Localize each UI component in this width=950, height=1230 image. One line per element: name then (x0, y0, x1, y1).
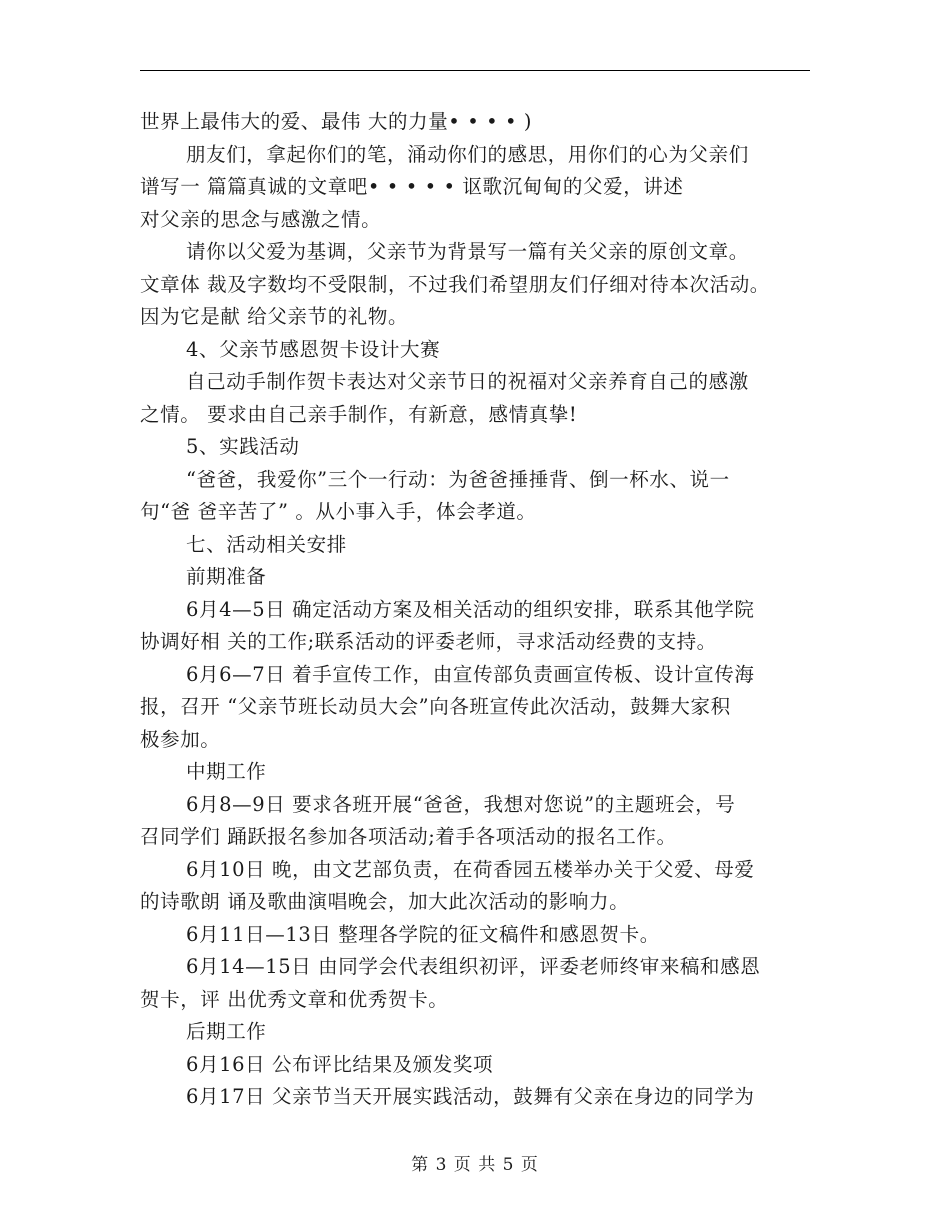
paragraph-line: 朋友们，拿起你们的笔，涌动你们的感思，用你们的心为父亲们 (186, 142, 749, 166)
schedule-item: 6月14—15日 由同学会代表组织初评，评委老师终审来稿和感恩 (186, 955, 761, 978)
header-rule (140, 70, 810, 71)
paragraph-line: 句“爸 爸辛苦了” 。从小事入手，体会孝道。 (140, 500, 537, 523)
subsection-heading: 中期工作 (186, 760, 267, 783)
paragraph-line: 极参加。 (140, 727, 221, 751)
paragraph-line: 世界上最伟大的爱、最伟 大的力量• • • • ) (140, 110, 533, 133)
subsection-heading: 前期准备 (186, 565, 267, 588)
paragraph-line: “爸爸，我爱你”三个一行动：为爸爸捶捶背、倒一杯水、说一 (186, 467, 730, 491)
section-heading: 七、活动相关安排 (186, 532, 347, 556)
document-body (140, 106, 820, 1114)
paragraph-line: 协调好相 关的工作;联系活动的评委老师，寻求活动经费的支持。 (140, 630, 717, 653)
paragraph-line: 谱写一 篇篇真诚的文章吧• • • • • 讴歌沉甸甸的父爱，讲述 (140, 175, 684, 198)
section-heading: 4、父亲节感恩贺卡设计大赛 (186, 337, 441, 361)
paragraph-line: 文章体 裁及字数均不受限制，不过我们希望朋友们仔细对待本次活动。 (140, 272, 770, 296)
paragraph-line: 自己动手制作贺卡表达对父亲节日的祝福对父亲养育自己的感激 (186, 370, 749, 393)
section-heading: 5、实践活动 (186, 435, 300, 458)
paragraph-line: 请你以父爱为基调，父亲节为背景写一篇有关父亲的原创文章。 (186, 240, 749, 263)
paragraph-line: 之情。 要求由自己亲手制作，有新意，感情真挚! (140, 402, 578, 426)
schedule-item: 6月6—7日 着手宣传工作，由宣传部负责画宣传板、设计宣传海 (186, 662, 755, 686)
page-number: 第 3 页 共 5 页 (411, 1155, 539, 1175)
paragraph-line: 对父亲的思念与感激之情。 (140, 207, 382, 231)
paragraph-line: 报，召开 “父亲节班长动员大会”向各班宣传此次活动，鼓舞大家积 (140, 695, 731, 718)
paragraph-line: 因为它是献 给父亲节的礼物。 (140, 305, 409, 328)
schedule-item: 6月16日 公布评比结果及颁发奖项 (186, 1052, 494, 1076)
schedule-item: 6月8—9日 要求各班开展“爸爸，我想对您说”的主题班会，号 (186, 792, 736, 816)
paragraph-line: 召同学们 踊跃报名参加各项活动;着手各项活动的报名工作。 (140, 825, 677, 848)
schedule-item: 6月4—5日 确定活动方案及相关活动的组织安排，联系其他学院 (186, 597, 755, 621)
paragraph-line: 贺卡，评 出优秀文章和优秀贺卡。 (140, 987, 449, 1011)
subsection-heading: 后期工作 (186, 1020, 267, 1043)
schedule-item: 6月17日 父亲节当天开展实践活动，鼓舞有父亲在身边的同学为 (186, 1085, 755, 1108)
paragraph-line: 的诗歌朗 诵及歌曲演唱晚会，加大此次活动的影响力。 (140, 890, 630, 913)
schedule-item: 6月11日—13日 整理各学院的征文稿件和感恩贺卡。 (186, 922, 660, 946)
schedule-item: 6月10日 晚，由文艺部负责，在荷香园五楼举办关于父爱、母爱 (186, 857, 755, 881)
